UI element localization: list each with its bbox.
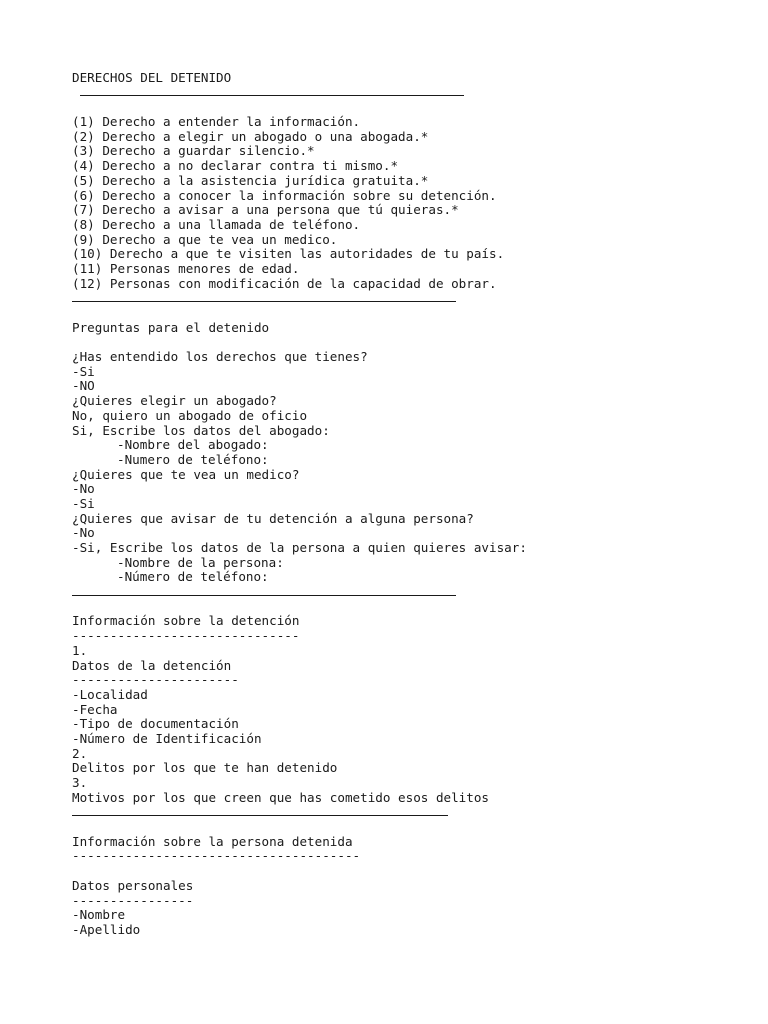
right-item: (10) Derecho a que te visiten las autoridades de tu país. — [72, 246, 505, 262]
person-section-underline: -------------------------------------- — [72, 848, 361, 864]
person-field: -Apellido — [72, 921, 141, 937]
detention-field: -Localidad — [72, 686, 148, 702]
detention-field: -Tipo de documentación — [72, 716, 239, 732]
question-line: -Si, Escribe los datos de la persona a quien quieres avisar: — [72, 540, 527, 555]
question-line: ¿Quieres elegir un abogado? — [72, 393, 277, 409]
person-field: -Nombre — [72, 907, 126, 923]
personal-data-title: Datos personales — [72, 877, 194, 893]
detention-field: -Fecha — [72, 701, 118, 717]
question-line: -Número de teléfono: — [117, 569, 269, 585]
question-line: ¿Quieres que avisar de tu detención a alguna persona? — [72, 510, 474, 526]
question-line: -Nombre del abogado: — [117, 437, 269, 453]
item-number: 2. — [72, 745, 88, 761]
right-item: (3) Derecho a guardar silencio.* — [72, 143, 315, 159]
question-line: -No — [72, 525, 95, 541]
questions-section-title: Preguntas para el detenido — [72, 319, 270, 335]
item-number: 1. — [72, 642, 88, 658]
detention-section-underline: ------------------------------ — [72, 628, 300, 644]
right-item: (7) Derecho a avisar a una persona que tú quieras.* — [72, 202, 459, 218]
right-item: (5) Derecho a la asistencia jurídica gratuita.* — [72, 172, 429, 188]
divider — [72, 585, 456, 600]
right-item: (12) Personas con modificación de la capacidad de obrar. — [72, 275, 497, 291]
detention-data-title: Datos de la detención — [72, 657, 232, 673]
detention-field: -Número de Identificación — [72, 730, 262, 746]
question-line: -Numero de teléfono: — [117, 451, 269, 467]
right-item: (9) Derecho a que te vea un medico. — [72, 231, 338, 247]
right-item: (4) Derecho a no declarar contra ti mismo.* — [72, 158, 399, 174]
divider — [72, 805, 448, 820]
question-line: ¿Has entendido los derechos que tienes? — [72, 349, 368, 365]
crimes-title: Delitos por los que te han detenido — [72, 760, 338, 776]
right-item: (8) Derecho a una llamada de teléfono. — [72, 216, 361, 232]
question-line: -No — [72, 481, 95, 497]
right-item: (1) Derecho a entender la información. — [72, 114, 361, 130]
questions-list — [72, 350, 527, 585]
question-line: -Si — [72, 495, 95, 511]
question-line: -Nombre de la persona: — [117, 554, 284, 570]
document-body — [72, 71, 527, 938]
question-line: ¿Quieres que te vea un medico? — [72, 466, 300, 482]
right-item: (6) Derecho a conocer la información sobre su detención. — [72, 187, 497, 203]
question-line: -Si — [72, 363, 95, 379]
detention-data-underline: ---------------------- — [72, 672, 239, 688]
detention-section-title: Información sobre la detención — [72, 613, 300, 629]
person-section-title: Información sobre la persona detenida — [72, 833, 353, 849]
motives-title: Motivos por los que creen que has cometido esos delitos — [72, 789, 490, 805]
right-item: (11) Personas menores de edad. — [72, 260, 300, 276]
divider — [72, 291, 456, 306]
item-number: 3. — [72, 775, 88, 790]
question-line: Si, Escribe los datos del abogado: — [72, 422, 330, 438]
document-title: DERECHOS DEL DETENIDO — [72, 70, 232, 85]
right-item: (2) Derecho a elegir un abogado o una abogada.* — [72, 128, 429, 144]
question-line: -NO — [72, 378, 95, 394]
question-line: No, quiero un abogado de oficio — [72, 407, 308, 423]
rights-list — [72, 115, 527, 291]
divider — [80, 86, 464, 101]
personal-data-underline: ---------------- — [72, 892, 194, 908]
